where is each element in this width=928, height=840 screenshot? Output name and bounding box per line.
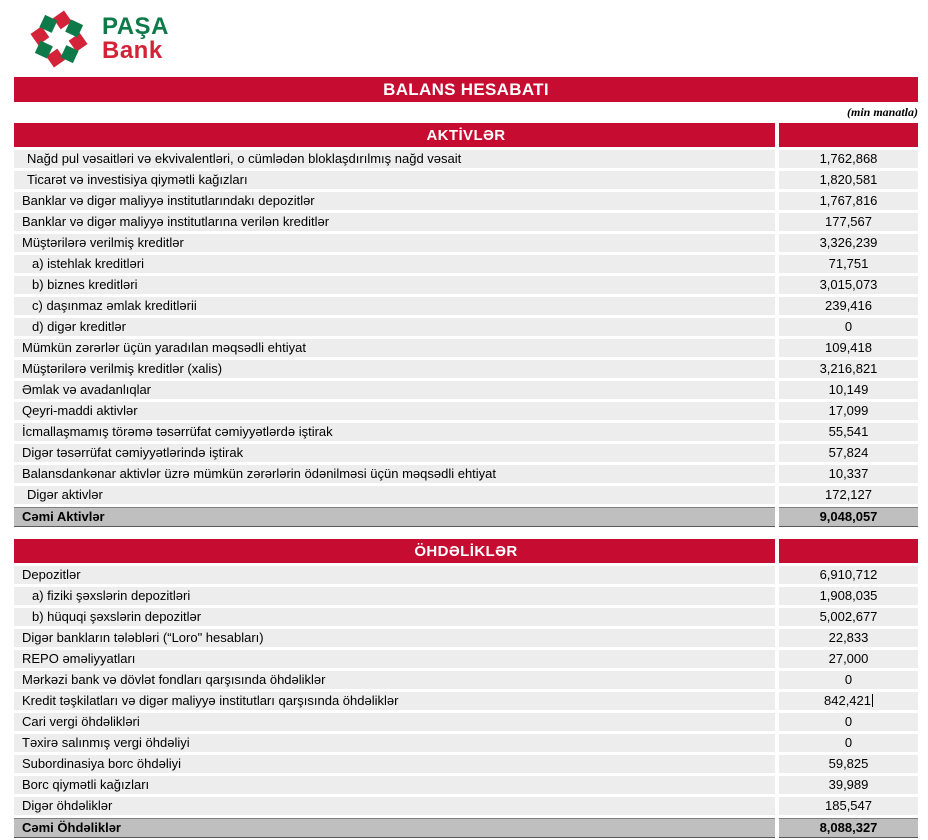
section-header-assets-left bbox=[14, 123, 775, 147]
row-value: 9,048,057 bbox=[819, 509, 878, 524]
row-value: 1,908,035 bbox=[819, 588, 878, 603]
row-value-cell[interactable] bbox=[779, 339, 918, 357]
row-label-cell[interactable]: d) digər kreditlər bbox=[14, 318, 775, 336]
row-value-cell[interactable] bbox=[779, 255, 918, 273]
row-value-cell[interactable] bbox=[779, 608, 918, 626]
row-value: 3,015,073 bbox=[819, 277, 878, 292]
row-value-cell[interactable] bbox=[779, 213, 918, 231]
row-value: 177,567 bbox=[825, 214, 872, 229]
row-value-cell[interactable] bbox=[779, 465, 918, 483]
section-header-assets-title: AKTİVLƏR bbox=[426, 126, 506, 144]
row-value: 0 bbox=[844, 714, 853, 729]
row-label-cell[interactable]: Təxirə salınmış vergi öhdəliyi bbox=[14, 734, 775, 752]
row-label-cell[interactable]: b) hüquqi şəxslərin depozitlər bbox=[14, 608, 775, 626]
row-value: 1,820,581 bbox=[819, 172, 878, 187]
report-title-band bbox=[14, 77, 918, 102]
row-value-cell[interactable] bbox=[779, 692, 918, 710]
liabilities-table bbox=[14, 539, 918, 838]
row-label-cell[interactable]: Cari vergi öhdəlikləri bbox=[14, 713, 775, 731]
row-value: 10,149 bbox=[828, 382, 869, 397]
section-header-liabilities-title: ÖHDƏLİKLƏR bbox=[414, 542, 518, 560]
row-label-cell[interactable]: Balansdankənar aktivlər üzrə mümkün zərərlərin ödənilməsi üçün məqsədli ehtiyat bbox=[14, 465, 775, 483]
section-header-assets-right bbox=[779, 123, 918, 147]
row-value-cell[interactable] bbox=[779, 671, 918, 689]
row-value: 3,216,821 bbox=[819, 361, 878, 376]
row-value: 185,547 bbox=[825, 798, 872, 813]
row-value: 0 bbox=[844, 735, 853, 750]
row-value: 3,326,239 bbox=[819, 235, 878, 250]
row-value-cell[interactable] bbox=[779, 171, 918, 189]
row-label-cell[interactable]: Cəmi Aktivlər bbox=[14, 507, 775, 527]
row-label-cell[interactable]: Mərkəzi bank və dövlət fondları qarşısında öhdəliklər bbox=[14, 671, 775, 689]
row-label-cell[interactable]: Kredit təşkilatları və digər maliyyə institutları qarşısında öhdəliklər bbox=[14, 692, 775, 710]
report-title: BALANS HESABATI bbox=[383, 79, 549, 99]
assets-table bbox=[14, 123, 918, 527]
row-value: 17,099 bbox=[828, 403, 869, 418]
row-value-cell[interactable] bbox=[779, 818, 918, 838]
row-label-cell[interactable]: Mümkün zərərlər üçün yaradılan məqsədli ehtiyat bbox=[14, 339, 775, 357]
row-label-cell[interactable]: İcmallaşmamış törəmə təsərrüfat cəmiyyətlərdə iştirak bbox=[14, 423, 775, 441]
row-value: 5,002,677 bbox=[819, 609, 878, 624]
row-value: 55,541 bbox=[828, 424, 869, 439]
row-value-cell[interactable] bbox=[779, 150, 918, 168]
row-value: 59,825 bbox=[828, 756, 869, 771]
row-label-cell[interactable]: Müştərilərə verilmiş kreditlər bbox=[14, 234, 775, 252]
row-value: 6,910,712 bbox=[819, 567, 878, 582]
row-value-cell[interactable] bbox=[779, 713, 918, 731]
row-label-cell[interactable]: a) fiziki şəxslərin depozitləri bbox=[14, 587, 775, 605]
section-header-liabilities-left bbox=[14, 539, 775, 563]
row-label-cell[interactable]: Digər öhdəliklər bbox=[14, 797, 775, 815]
row-label-cell[interactable]: Banklar və digər maliyyə institutlarına verilən kreditlər bbox=[14, 213, 775, 231]
row-value-cell[interactable] bbox=[779, 734, 918, 752]
row-label-cell[interactable]: b) biznes kreditləri bbox=[14, 276, 775, 294]
row-label-cell[interactable]: Borc qiymətli kağızları bbox=[14, 776, 775, 794]
row-value: 1,762,868 bbox=[819, 151, 878, 166]
bank-logo bbox=[0, 0, 928, 70]
row-value: 10,337 bbox=[828, 466, 869, 481]
bank-name-bank: Bank bbox=[102, 37, 163, 64]
row-label-cell[interactable]: Digər bankların tələbləri (“Loro" hesabları) bbox=[14, 629, 775, 647]
row-value-cell[interactable] bbox=[779, 360, 918, 378]
row-value: 172,127 bbox=[825, 487, 872, 502]
unit-note: (min manatla) bbox=[846, 105, 918, 119]
row-label-cell[interactable]: REPO əməliyyatları bbox=[14, 650, 775, 668]
row-value-cell[interactable] bbox=[779, 402, 918, 420]
row-value-cell[interactable] bbox=[779, 755, 918, 773]
row-value: 109,418 bbox=[825, 340, 872, 355]
row-value-cell[interactable] bbox=[779, 797, 918, 815]
row-value: 0 bbox=[844, 319, 853, 334]
row-value-cell[interactable] bbox=[779, 444, 918, 462]
row-value: 27,000 bbox=[828, 651, 869, 666]
row-label-cell[interactable]: Qeyri-maddi aktivlər bbox=[14, 402, 775, 420]
text-cursor bbox=[872, 694, 873, 707]
row-value: 8,088,327 bbox=[819, 820, 878, 835]
row-label-cell[interactable]: Müştərilərə verilmiş kreditlər (xalis) bbox=[14, 360, 775, 378]
row-label-cell[interactable]: c) daşınmaz əmlak kreditlərii bbox=[14, 297, 775, 315]
row-value-cell[interactable] bbox=[779, 650, 918, 668]
row-value-cell[interactable] bbox=[779, 423, 918, 441]
row-value-cell[interactable] bbox=[779, 381, 918, 399]
row-value: 71,751 bbox=[828, 256, 869, 271]
row-value-cell[interactable] bbox=[779, 486, 918, 504]
row-label-cell[interactable]: Nağd pul vəsaitləri və ekvivalentləri, o cümlədən bloklaşdırılmış nağd vəsait bbox=[14, 150, 775, 168]
row-value: 0 bbox=[844, 672, 853, 687]
row-value-cell[interactable] bbox=[779, 507, 918, 527]
row-value-cell[interactable] bbox=[779, 566, 918, 584]
row-value: 39,989 bbox=[828, 777, 869, 792]
row-label-cell[interactable]: Subordinasiya borc öhdəliyi bbox=[14, 755, 775, 773]
row-value-cell[interactable] bbox=[779, 234, 918, 252]
row-label-cell[interactable]: Cəmi Öhdəliklər bbox=[14, 818, 775, 838]
row-value-cell[interactable] bbox=[779, 318, 918, 336]
row-label-cell[interactable]: a) istehlak kreditləri bbox=[14, 255, 775, 273]
row-label-cell[interactable]: Depozitlər bbox=[14, 566, 775, 584]
section-header-liabilities-right bbox=[779, 539, 918, 563]
row-value: 1,767,816 bbox=[819, 193, 878, 208]
row-value-cell[interactable] bbox=[779, 629, 918, 647]
row-label-cell[interactable]: Banklar və digər maliyyə institutlarındakı depozitlər bbox=[14, 192, 775, 210]
row-label-cell[interactable]: Digər aktivlər bbox=[14, 486, 775, 504]
row-value-cell[interactable] bbox=[779, 192, 918, 210]
row-value-cell[interactable] bbox=[779, 297, 918, 315]
row-value: 22,833 bbox=[828, 630, 869, 645]
row-label-cell[interactable]: Ticarət və investisiya qiymətli kağızları bbox=[14, 171, 775, 189]
row-value: 239,416 bbox=[825, 298, 872, 313]
bank-name-pasha: PAŞA bbox=[102, 12, 169, 40]
row-value-cell[interactable] bbox=[779, 276, 918, 294]
pasha-bank-pinwheel-icon bbox=[28, 8, 90, 70]
row-value: 842,421 bbox=[824, 693, 871, 708]
row-label-cell[interactable]: Əmlak və avadanlıqlar bbox=[14, 381, 775, 399]
row-value-cell[interactable] bbox=[779, 776, 918, 794]
row-value-cell[interactable] bbox=[779, 587, 918, 605]
row-value: 57,824 bbox=[828, 445, 869, 460]
row-label-cell[interactable]: Digər təsərrüfat cəmiyyətlərində iştirak bbox=[14, 444, 775, 462]
